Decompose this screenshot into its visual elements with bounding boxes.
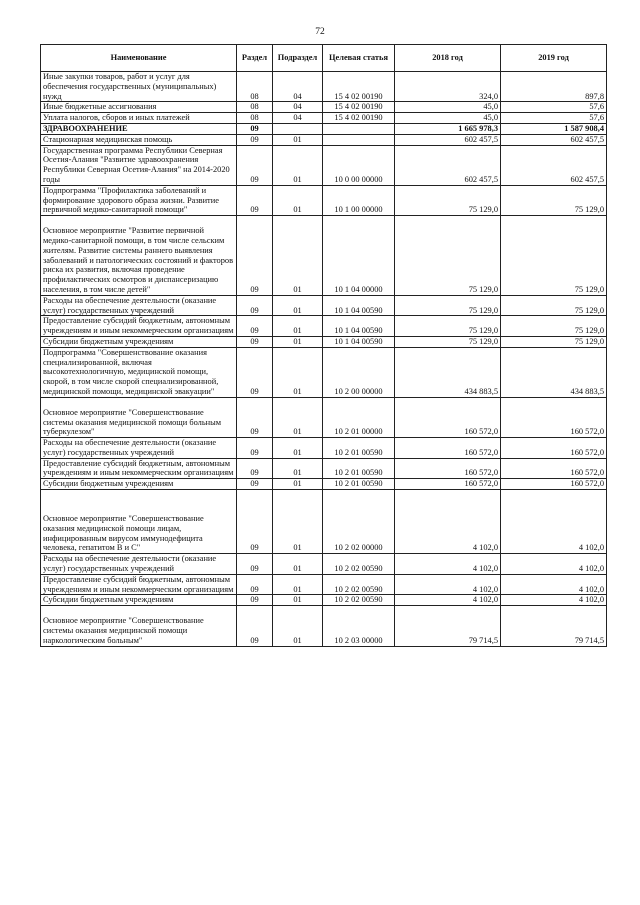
cell-section: 09 [237, 595, 273, 606]
cell-target: 15 4 02 00190 [323, 72, 395, 102]
cell-section: 09 [237, 347, 273, 397]
cell-target: 10 1 04 00590 [323, 295, 395, 316]
cell-2018: 75 129,0 [395, 336, 501, 347]
cell-target: 10 2 00 00000 [323, 347, 395, 397]
cell-2018: 75 129,0 [395, 295, 501, 316]
cell-name: Расходы на обеспечение деятельности (оказание услуг) государственных учреждений [41, 295, 237, 316]
cell-target: 10 1 04 00590 [323, 336, 395, 347]
cell-2019: 160 572,0 [501, 479, 607, 490]
cell-target: 10 2 01 00590 [323, 458, 395, 479]
cell-2018: 75 129,0 [395, 216, 501, 296]
table-row [41, 113, 607, 124]
cell-subsection: 04 [273, 102, 323, 113]
cell-subsection: 01 [273, 347, 323, 397]
cell-section: 09 [237, 216, 273, 296]
cell-name: Предоставление субсидий бюджетным, автономным учреждениям и иным некоммерческим организациям [41, 316, 237, 337]
cell-2018: 160 572,0 [395, 397, 501, 437]
table-row [41, 438, 607, 459]
cell-name: Государственная программа Республики Северная Осетия-Алания "Развитие здравоохранения Республики Северная Осетия-Алания" на 2014-2020 годы [41, 145, 237, 185]
cell-section: 08 [237, 113, 273, 124]
cell-name: Субсидии бюджетным учреждениям [41, 479, 237, 490]
cell-2019: 602 457,5 [501, 134, 607, 145]
cell-name: Иные закупки товаров, работ и услуг для обеспечения государственных (муниципальных) нужд [41, 72, 237, 102]
cell-section: 09 [237, 606, 273, 646]
cell-2018: 75 129,0 [395, 185, 501, 215]
table-row [41, 185, 607, 215]
cell-section: 09 [237, 295, 273, 316]
cell-section: 09 [237, 438, 273, 459]
table-row [41, 72, 607, 102]
table-row [41, 397, 607, 437]
cell-name: Предоставление субсидий бюджетным, автономным учреждениям и иным некоммерческим организациям [41, 574, 237, 595]
table-row [41, 134, 607, 145]
cell-section: 09 [237, 554, 273, 575]
cell-2018: 4 102,0 [395, 595, 501, 606]
cell-name: Основное мероприятие "Совершенствование оказания медицинской помощи лицам, инфицированным вирусом иммунодефицита человека, гепатитом В и С" [41, 490, 237, 554]
cell-section: 09 [237, 185, 273, 215]
table-row [41, 316, 607, 337]
cell-section: 08 [237, 72, 273, 102]
cell-name: Расходы на обеспечение деятельности (оказание услуг) государственных учреждений [41, 554, 237, 575]
header-subsection: Подраздел [273, 45, 323, 72]
table-row [41, 336, 607, 347]
cell-target: 10 2 01 00000 [323, 397, 395, 437]
cell-2018: 79 714,5 [395, 606, 501, 646]
cell-2019: 4 102,0 [501, 574, 607, 595]
cell-section: 09 [237, 316, 273, 337]
cell-2019: 4 102,0 [501, 554, 607, 575]
cell-name: ЗДРАВООХРАНЕНИЕ [41, 123, 237, 134]
cell-name: Расходы на обеспечение деятельности (оказание услуг) государственных учреждений [41, 438, 237, 459]
cell-2019: 160 572,0 [501, 438, 607, 459]
cell-section: 09 [237, 145, 273, 185]
cell-2018: 4 102,0 [395, 490, 501, 554]
cell-2018: 602 457,5 [395, 145, 501, 185]
cell-target: 15 4 02 00190 [323, 113, 395, 124]
cell-subsection: 01 [273, 438, 323, 459]
cell-2019: 75 129,0 [501, 295, 607, 316]
cell-section: 09 [237, 336, 273, 347]
header-2018: 2018 год [395, 45, 501, 72]
header-name: Наименование [41, 45, 237, 72]
cell-2018: 160 572,0 [395, 479, 501, 490]
cell-target: 10 2 02 00590 [323, 554, 395, 575]
cell-2019: 602 457,5 [501, 145, 607, 185]
cell-2018: 160 572,0 [395, 458, 501, 479]
cell-target: 10 2 03 00000 [323, 606, 395, 646]
cell-subsection: 01 [273, 216, 323, 296]
cell-name: Уплата налогов, сборов и иных платежей [41, 113, 237, 124]
cell-target [323, 123, 395, 134]
cell-2019: 897,8 [501, 72, 607, 102]
cell-section: 09 [237, 458, 273, 479]
cell-2018: 434 883,5 [395, 347, 501, 397]
cell-2019: 4 102,0 [501, 490, 607, 554]
cell-2019: 57,6 [501, 102, 607, 113]
cell-2019: 75 129,0 [501, 316, 607, 337]
cell-section: 09 [237, 490, 273, 554]
cell-subsection: 01 [273, 336, 323, 347]
cell-2018: 45,0 [395, 113, 501, 124]
cell-target: 10 2 02 00590 [323, 574, 395, 595]
header-2019: 2019 год [501, 45, 607, 72]
table-row [41, 574, 607, 595]
cell-2019: 75 129,0 [501, 185, 607, 215]
cell-2019: 1 587 908,4 [501, 123, 607, 134]
cell-subsection: 01 [273, 316, 323, 337]
table-row [41, 145, 607, 185]
table-row [41, 295, 607, 316]
cell-name: Иные бюджетные ассигнования [41, 102, 237, 113]
table-row [41, 347, 607, 397]
cell-subsection: 01 [273, 554, 323, 575]
cell-subsection: 04 [273, 72, 323, 102]
cell-subsection: 01 [273, 458, 323, 479]
cell-subsection: 01 [273, 606, 323, 646]
cell-section: 09 [237, 134, 273, 145]
cell-2018: 602 457,5 [395, 134, 501, 145]
cell-subsection: 01 [273, 397, 323, 437]
cell-target: 10 1 04 00000 [323, 216, 395, 296]
cell-subsection: 01 [273, 295, 323, 316]
cell-subsection: 01 [273, 134, 323, 145]
cell-name: Подпрограмма "Совершенствование оказания специализированной, включая высокотехнологичную, медицинской помощи, скорой, в том числе скорой специализированной, медицинской помощи, медицинской эвакуации" [41, 347, 237, 397]
table-row [41, 102, 607, 113]
header-section: Раздел [237, 45, 273, 72]
cell-section: 09 [237, 479, 273, 490]
cell-subsection: 04 [273, 113, 323, 124]
cell-target: 10 2 01 00590 [323, 438, 395, 459]
table-header-row [41, 45, 607, 72]
cell-name: Основное мероприятие "Совершенствование системы оказания медицинской помощи больным туберкулезом" [41, 397, 237, 437]
cell-target [323, 134, 395, 145]
cell-2018: 75 129,0 [395, 316, 501, 337]
cell-2019: 75 129,0 [501, 336, 607, 347]
cell-target: 10 2 02 00000 [323, 490, 395, 554]
cell-2019: 160 572,0 [501, 397, 607, 437]
cell-subsection: 01 [273, 574, 323, 595]
cell-2019: 79 714,5 [501, 606, 607, 646]
table-body [41, 72, 607, 647]
table-row [41, 606, 607, 646]
table-row [41, 490, 607, 554]
cell-section: 09 [237, 123, 273, 134]
cell-subsection: 01 [273, 479, 323, 490]
cell-2019: 57,6 [501, 113, 607, 124]
cell-2018: 45,0 [395, 102, 501, 113]
cell-2018: 4 102,0 [395, 574, 501, 595]
header-target: Целевая статья [323, 45, 395, 72]
table-row [41, 595, 607, 606]
cell-section: 08 [237, 102, 273, 113]
cell-2019: 160 572,0 [501, 458, 607, 479]
cell-name: Субсидии бюджетным учреждениям [41, 336, 237, 347]
cell-subsection: 01 [273, 145, 323, 185]
page-number: 72 [315, 27, 325, 37]
cell-2018: 4 102,0 [395, 554, 501, 575]
budget-table [40, 44, 607, 647]
table-row [41, 123, 607, 134]
cell-subsection: 01 [273, 490, 323, 554]
cell-section: 09 [237, 397, 273, 437]
table-row [41, 216, 607, 296]
table-row [41, 479, 607, 490]
cell-name: Подпрограмма "Профилактика заболеваний и формирование здорового образа жизни. Развитие первичной медико-санитарной помощи" [41, 185, 237, 215]
cell-subsection [273, 123, 323, 134]
cell-name: Основное мероприятие "Совершенствование системы оказания медицинской помощи наркологическим больным" [41, 606, 237, 646]
cell-subsection: 01 [273, 185, 323, 215]
cell-target: 10 1 04 00590 [323, 316, 395, 337]
cell-name: Предоставление субсидий бюджетным, автономным учреждениям и иным некоммерческим организациям [41, 458, 237, 479]
cell-section: 09 [237, 574, 273, 595]
cell-2019: 4 102,0 [501, 595, 607, 606]
cell-target: 10 2 01 00590 [323, 479, 395, 490]
cell-2018: 1 665 978,3 [395, 123, 501, 134]
cell-2019: 434 883,5 [501, 347, 607, 397]
cell-name: Субсидии бюджетным учреждениям [41, 595, 237, 606]
cell-2019: 75 129,0 [501, 216, 607, 296]
cell-2018: 160 572,0 [395, 438, 501, 459]
cell-subsection: 01 [273, 595, 323, 606]
cell-target: 10 0 00 00000 [323, 145, 395, 185]
table-row [41, 554, 607, 575]
cell-target: 10 2 02 00590 [323, 595, 395, 606]
cell-target: 10 1 00 00000 [323, 185, 395, 215]
cell-name: Стационарная медицинская помощь [41, 134, 237, 145]
cell-2018: 324,0 [395, 72, 501, 102]
cell-target: 15 4 02 00190 [323, 102, 395, 113]
table-row [41, 458, 607, 479]
cell-name: Основное мероприятие "Развитие первичной медико-санитарной помощи, в том числе сельским жителям. Развитие системы раннего выявления заболеваний и патологических состояний и факторов риска их развития, включая проведение профилактических осмотров и диспансеризацию населения, в том числе детей" [41, 216, 237, 296]
